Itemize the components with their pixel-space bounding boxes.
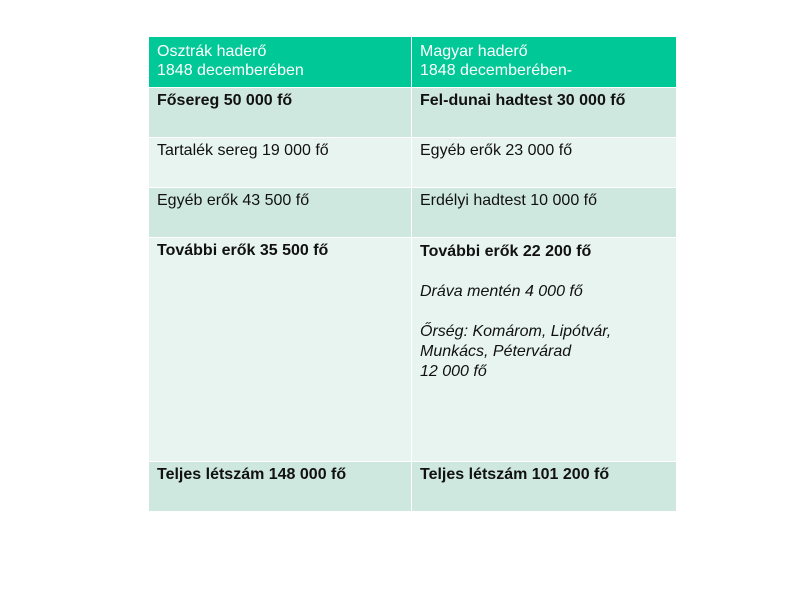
table-header-row [149, 37, 677, 88]
header-austrian-line2: 1848 decemberében [157, 62, 304, 79]
garrison-line1: Őrség: Komárom, Lipótvár, [420, 323, 612, 340]
cell-austrian: Egyéb erők 43 500 fő [149, 188, 412, 238]
forces-table [148, 36, 677, 512]
cell-austrian: Tartalék sereg 19 000 fő [149, 138, 412, 188]
cell-hungarian-para3 [420, 322, 668, 382]
cell-austrian: További erők 35 500 fő [149, 238, 412, 462]
header-hungarian-line2: 1848 decemberében- [420, 62, 573, 79]
table-row [149, 238, 677, 462]
cell-hungarian: Egyéb erők 23 000 fő [412, 138, 677, 188]
cell-hungarian: Fel-dunai hadtest 30 000 fő [412, 88, 677, 138]
header-hungarian [412, 37, 677, 88]
table-row [149, 138, 677, 188]
cell-hungarian-total: Teljes létszám 101 200 fő [412, 462, 677, 512]
header-hungarian-line1: Magyar haderő [420, 43, 528, 60]
cell-austrian-total: Teljes létszám 148 000 fő [149, 462, 412, 512]
table-row [149, 462, 677, 512]
header-austrian-line1: Osztrák haderő [157, 43, 267, 60]
cell-austrian: Fősereg 50 000 fő [149, 88, 412, 138]
header-austrian [149, 37, 412, 88]
cell-hungarian [412, 238, 677, 462]
table-row [149, 188, 677, 238]
garrison-line3: 12 000 fő [420, 363, 487, 380]
garrison-line2: Munkács, Pétervárad [420, 343, 572, 360]
cell-hungarian: Erdélyi hadtest 10 000 fő [412, 188, 677, 238]
table-row [149, 88, 677, 138]
cell-hungarian-para1: További erők 22 200 fő [420, 243, 592, 260]
cell-hungarian-para2: Dráva mentén 4 000 fő [420, 283, 583, 300]
